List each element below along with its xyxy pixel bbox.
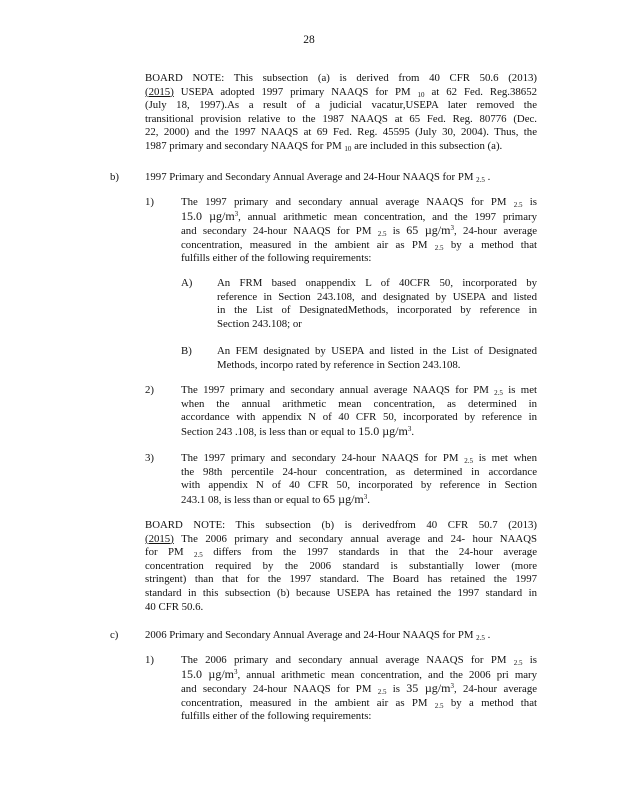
item-b2-text [181, 384, 537, 439]
text-line: accordance with appendix N of 40 CFR 50, incorporated by reference in [181, 411, 537, 424]
text-line: An FEM designated by USEPA and listed in the List of Designated [217, 345, 537, 357]
item-b1-text [181, 196, 537, 266]
note-line: (July 18, 1997).As a result of a judicial vacatur,USEPA later removed the [145, 99, 537, 112]
text-line: the 98th percentile 24-hour concentration, as determined in accordance [181, 465, 537, 478]
item-b1a-text [217, 277, 537, 331]
item-b1-label: 1) [145, 196, 154, 208]
text-line: The 1997 primary and secondary 24-hour NAAQS for PM $_{2.5}$ is met when [181, 452, 537, 465]
section-b-label: b) [110, 171, 119, 183]
text-line: 243.1 08, is less than or equal to 65 $\mu g/m^3$. [181, 491, 370, 506]
note-line: 1987 primary and secondary NAAQS for PM $_{10}$ are included in this subsection (a). [145, 139, 503, 153]
item-c1-label: 1) [145, 654, 154, 666]
section-c-heading [145, 629, 537, 643]
text-line: concentration, measured in the ambient air as PM $_{2.5}$ by a method that [181, 696, 537, 710]
board-note-b [145, 519, 537, 614]
text-line: and secondary 24-hour NAAQS for PM $_{2.5}$ is 35 $\mu g/m^3$, 24-hour average [181, 681, 538, 697]
text-line: 15.0 $\mu g/m^3$, annual arithmetic mean concentration, and the 1997 primary [181, 208, 537, 223]
item-b3-text [181, 452, 537, 507]
item-b3-label: 3) [145, 452, 154, 464]
text-line: in the List of DesignatedMethods, incorporated by reference in [217, 304, 537, 317]
note-line: standard in this subsection (b) because USEPA has retained the 1997 standard in [145, 586, 537, 599]
text-line: with appendix N of 40 CFR 50, incorporated by reference in Section [181, 479, 537, 492]
page-number: 28 [303, 34, 315, 46]
text-line: Methods, incorpo rated by reference in Section 243.108. [217, 358, 461, 371]
text-line: concentration, measured in the ambient air as PM $_{2.5}$ by a method that [181, 238, 537, 252]
text-line: fulfills either of the following requirements: [181, 710, 372, 723]
note-line: 22, 2000) and the 1997 NAAQS at 69 Fed. Reg. 45595 (July 30, 2004). Thus, the [145, 126, 537, 139]
text-line: 15.0 $\mu g/m^3$, annual arithmetic mean concentration, and the 2006 pri mary [181, 666, 537, 681]
text-line: An FRM based onappendix L of 40CFR 50, incorporated by [217, 277, 537, 289]
note-line: BOARD NOTE: This subsection (a) is derived from 40 CFR 50.6 (2013) [145, 72, 537, 84]
item-b1b-label: B) [181, 345, 192, 357]
text-line: Section 243.108; or [217, 317, 302, 330]
heading-text: 2006 Primary and Secondary Annual Average and 24-Hour NAAQS for PM $_{2.5}$ . [145, 629, 491, 642]
board-note-a [145, 72, 537, 154]
heading-text: 1997 Primary and Secondary Annual Average and 24-Hour NAAQS for PM $_{2.5}$ . [145, 171, 491, 184]
text-line: Section 243 .108, is less than or equal to 15.0 $\mu g/m^3$. [181, 423, 415, 438]
note-line: stringent) than that for the 1997 standard. The Board has retained the 1997 [145, 573, 537, 586]
text-line: and secondary 24-hour NAAQS for PM $_{2.5}$ is 65 $\mu g/m^3$, 24-hour average [181, 223, 538, 239]
text-line: when the annual arithmetic mean concentration, as determined in [181, 397, 537, 410]
item-b1a-label: A) [181, 277, 193, 289]
text-line: reference in Section 243.108, and designated by USEPA and listed [217, 290, 537, 303]
section-c-label: c) [110, 629, 119, 641]
item-b2-label: 2) [145, 384, 154, 396]
item-b1b-text [217, 345, 537, 372]
text-line: The 1997 primary and secondary annual average NAAQS for PM $_{2.5}$ is met [181, 384, 537, 397]
text-line: The 2006 primary and secondary annual average NAAQS for PM $_{2.5}$ is [181, 654, 537, 667]
note-line: for PM $_{2.5}$ differs from the 1997 standards in that the 24-hour average [145, 546, 537, 560]
note-line: BOARD NOTE: This subsection (b) is derivedfrom 40 CFR 50.7 (2013) [145, 519, 537, 531]
note-line: transitional provision relative to the 1987 NAAQS at 65 Fed. Reg. 80776 (Dec. [145, 112, 537, 125]
text-line: fulfills either of the following requirements: [181, 252, 372, 265]
note-line: concentration required by the 2006 standard is substantially lower (more [145, 559, 537, 572]
note-line: (2015) USEPA adopted 1997 primary NAAQS for PM $_{10}$ at 62 Fed. Reg.38652 [145, 85, 537, 99]
section-b-heading [145, 171, 537, 185]
note-line: 40 CFR 50.6. [145, 600, 204, 613]
item-c1-text [181, 654, 537, 724]
text-line: The 1997 primary and secondary annual average NAAQS for PM $_{2.5}$ is [181, 196, 537, 209]
note-line: (2015) The 2006 primary and secondary annual average and 24- hour NAAQS [145, 532, 537, 545]
